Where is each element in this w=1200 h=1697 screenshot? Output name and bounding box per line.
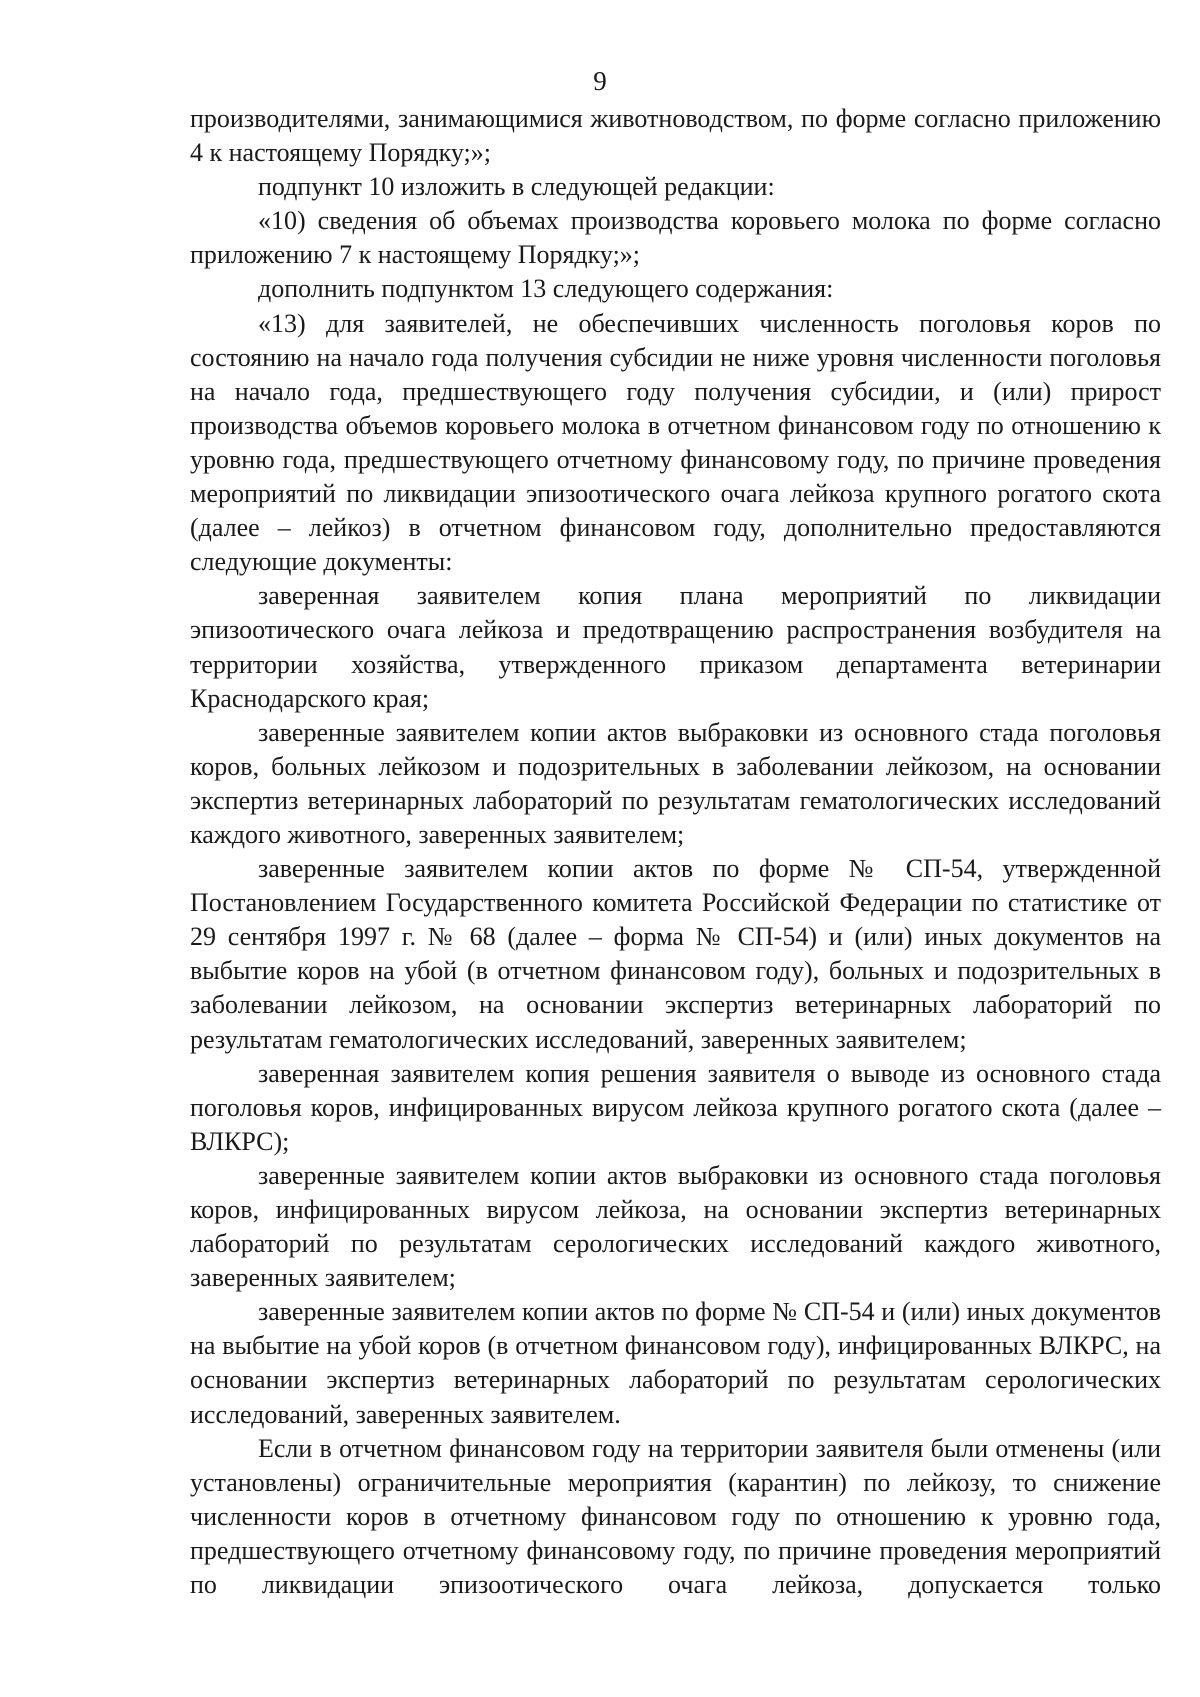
paragraph: дополнить подпунктом 13 следующего содержания: <box>258 274 834 304</box>
paragraph: Если в отчетном финансовом году на территории заявителя были отменены (или установлены) ограничительные мероприятия (карантин) по лейкозу, то снижение численности коров в отчетному финансовом году по отношению к уровню года, предшествующего отчетному финансовому году, по причине проведения мероприятий по ликвидации эпизоотического очага лейкоза, допускается только <box>190 1433 1161 1600</box>
paragraph: заверенная заявителем копия плана мероприятий по ликвидации эпизоотического очага лейкоза и предотвращению распространения возбудителя на территории хозяйства, утвержденного приказом департамента ветеринарии Краснодарского края; <box>190 581 1161 713</box>
paragraph: заверенные заявителем копии актов выбраковки из основного стада поголовья коров, больных лейкозом и подозрительных в заболевании лейкозом, на основании экспертиз ветеринарных лабораторий по результатам гематологических исследований каждого животного, заверенных заявителем; <box>190 717 1161 849</box>
paragraph: производителями, занимающимися животноводством, по форме согласно приложению 4 к настоящему Порядку;»; <box>190 104 1161 168</box>
document-body <box>190 102 1161 1602</box>
paragraph: «10) сведения об объемах производства коровьего молока по форме согласно приложению 7 к настоящему Порядку;»; <box>190 206 1161 270</box>
page-number: 9 <box>593 66 607 96</box>
paragraph: подпункт 10 изложить в следующей редакции: <box>258 172 775 202</box>
paragraph: заверенные заявителем копии актов выбраковки из основного стада поголовья коров, инфицированных вирусом лейкоза, на основании экспертиз ветеринарных лабораторий по результатам серологических исследований каждого животного, заверенных заявителем; <box>190 1160 1161 1293</box>
paragraph: «13) для заявителей, не обеспечивших численность поголовья коров по состоянию на начало года получения субсидии не ниже уровня численности поголовья на начало года, предшествующего году получения субсидии, и (или) прирост производства объемов коровьего молока в отчетном финансовом году по отношению к уровню года, предшествующего отчетному финансовому году, по причине проведения мероприятий по ликвидации эпизоотического очага лейкоза крупного рогатого скота (далее – лейкоз) в отчетном финансовом году, дополнительно предоставляются следующие документы: <box>190 308 1161 577</box>
paragraph: заверенные заявителем копии актов по форме № СП-54 и (или) иных документов на выбытие на убой коров (в отчетном финансовом году), инфицированных ВЛКРС, на основании экспертиз ветеринарных лабораторий по результатам серологических исследований, заверенных заявителем. <box>190 1297 1161 1429</box>
paragraph: заверенная заявителем копия решения заявителя о выводе из основного стада поголовья коров, инфицированных вирусом лейкоза крупного рогатого скота (далее – ВЛКРС); <box>190 1058 1161 1156</box>
paragraph: заверенные заявителем копии актов по форме № СП-54, утвержденной Постановлением Государственного комитета Российской Федерации по статистике от 29 сентября 1997 г. № 68 (далее – форма № СП-54) и (или) иных документов на выбытие коров на убой (в отчетном финансовом году), больных и подозрительных в заболевании лейкозом, на основании экспертиз ветеринарных лабораторий по результатам гематологических исследований, заверенных заявителем; <box>190 854 1161 1054</box>
